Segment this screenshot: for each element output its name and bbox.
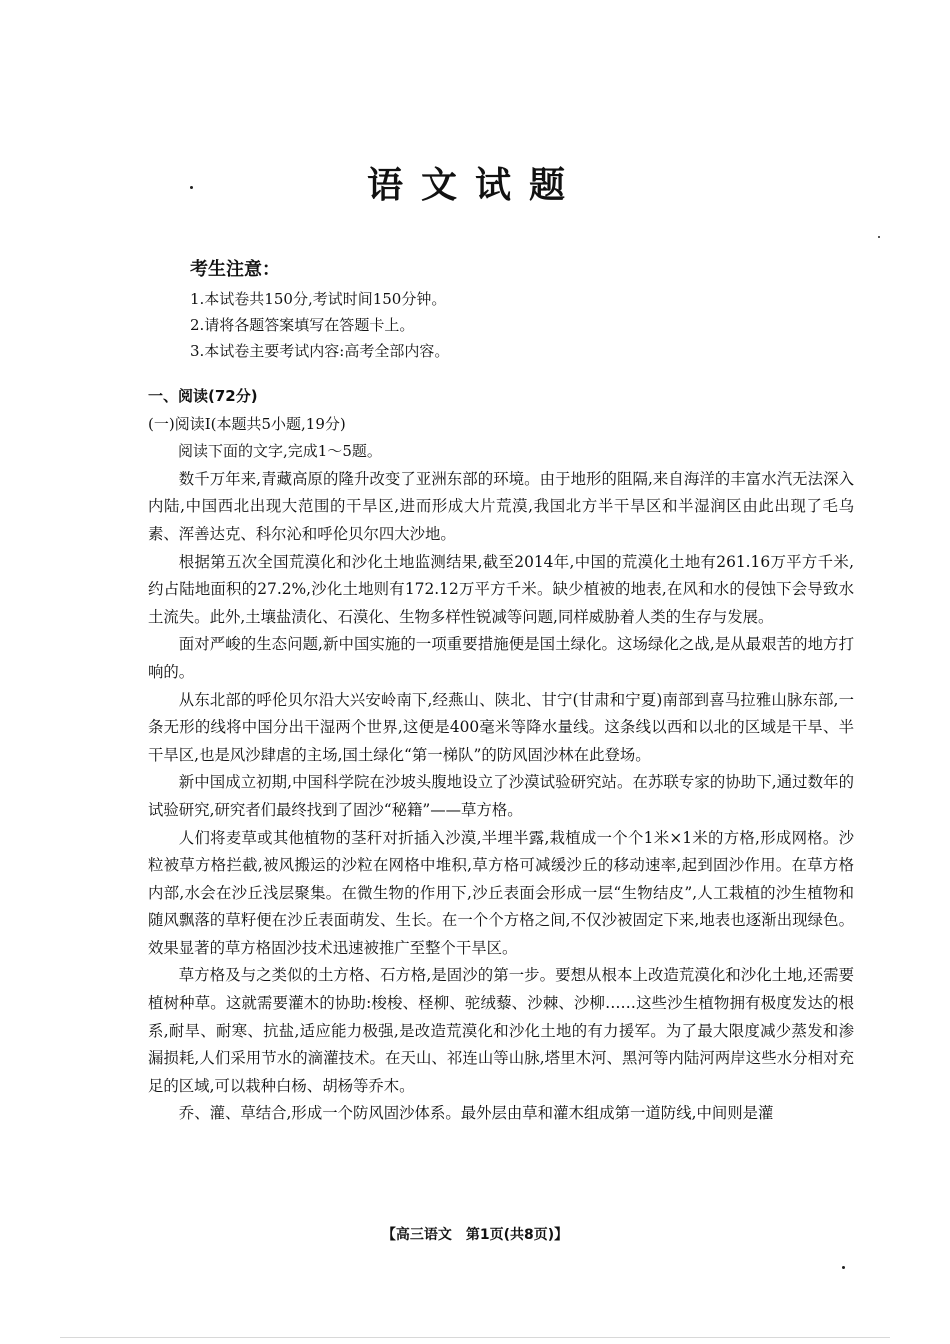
passage-paragraph: 人们将麦草或其他植物的茎秆对折插入沙漠,半埋半露,栽植成一个个1米×1米的方格,形成网格。沙粒被草方格拦截,被风搬运的沙粒在网格中堆积,草方格可减缓沙丘的移动速率,起到固沙作用。在草方格内部,水会在沙丘浅层聚集。在微生物的作用下,沙丘表面会形成一层“生物结皮”,人工栽植的沙生植物和随风飘落的草籽便在沙丘表面萌发、生长。在一个个方格之间,不仅沙被固定下来,地表也逐渐出现绿色。效果显著的草方格固沙技术迅速被推广至整个干旱区。 [148,828,854,957]
passage-paragraph: 乔、灌、草结合,形成一个防风固沙体系。最外层由草和灌木组成第一道防线,中间则是灌 [178,1104,774,1123]
passage-paragraph: 面对严峻的生态问题,新中国实施的一项重要措施便是国土绿化。这场绿化之战,是从最艰苦的地方打响的。 [148,635,854,681]
scan-speck [878,236,880,238]
scan-speck [190,186,193,189]
reading-section [148,383,854,1128]
notice-heading: 考生注意： [190,259,280,280]
passage-paragraph: 根据第五次全国荒漠化和沙化土地监测结果,截至2014年,中国的荒漠化土地有261.16万平方千米,约占陆地面积的27.2%,沙化土地则有172.12万平方千米。缺少植被的地表,在风和水的侵蚀下会导致水土流失。此外,土壤盐渍化、石漠化、生物多样性锐减等问题,同样威胁着人类的生存与发展。 [148,552,854,626]
subsection-heading: (一)阅读Ⅰ(本题共5小题,19分) [148,414,346,433]
passage-paragraph: 从东北部的呼伦贝尔沿大兴安岭南下,经燕山、陕北、甘宁(甘肃和宁夏)南部到喜马拉雅山脉东部,一条无形的线将中国分出干湿两个世界,这便是400毫米等降水量线。这条线以西和以北的区域是干旱、半干旱区,也是风沙肆虐的主场,国土绿化“第一梯队”的防风固沙林在此登场。 [148,690,854,764]
passage-paragraph: 数千万年来,青藏高原的隆升改变了亚洲东部的环境。由于地形的阻隔,来自海洋的丰富水汽无法深入内陆,中国西北出现大范围的干旱区,进而形成大片荒漠,我国北方半干旱区和半湿润区由此出现了毛乌素、浑善达克、科尔沁和呼伦贝尔四大沙地。 [148,469,854,543]
scan-edge-line [60,1337,890,1338]
passage-paragraph: 新中国成立初期,中国科学院在沙坡头腹地设立了沙漠试验研究站。在苏联专家的协助下,通过数年的试验研究,研究者们最终找到了固沙“秘籍”——草方格。 [148,773,854,819]
scan-speck [842,1266,845,1269]
section-heading: 一、阅读(72分) [148,387,258,405]
page-footer: 【高三语文 第1页(共8页)】 [381,1227,569,1243]
candidate-notice [190,256,810,364]
reading-instruction: 阅读下面的文字,完成1～5题。 [178,442,382,461]
passage-paragraph: 草方格及与之类似的土方格、石方格,是固沙的第一步。要想从根本上改造荒漠化和沙化土地,还需要植树种草。这就需要灌木的协助:梭梭、柽柳、驼绒藜、沙棘、沙柳……这些沙生植物拥有极度发达的根系,耐旱、耐寒、抗盐,适应能力极强,是改造荒漠化和沙化土地的有力援军。为了最大限度减少蒸发和渗漏损耗,人们采用节水的滴灌技术。在天山、祁连山等山脉,塔里木河、黑河等内陆河两岸这些水分相对充足的区域,可以栽种白杨、胡杨等乔木。 [148,966,854,1095]
notice-item: 1.本试卷共150分,考试时间150分钟。 [190,290,447,308]
notice-item: 3.本试卷主要考试内容:高考全部内容。 [190,342,450,360]
notice-item: 2.请将各题答案填写在答题卡上。 [190,316,415,334]
exam-title: 语文试题 [366,165,583,206]
